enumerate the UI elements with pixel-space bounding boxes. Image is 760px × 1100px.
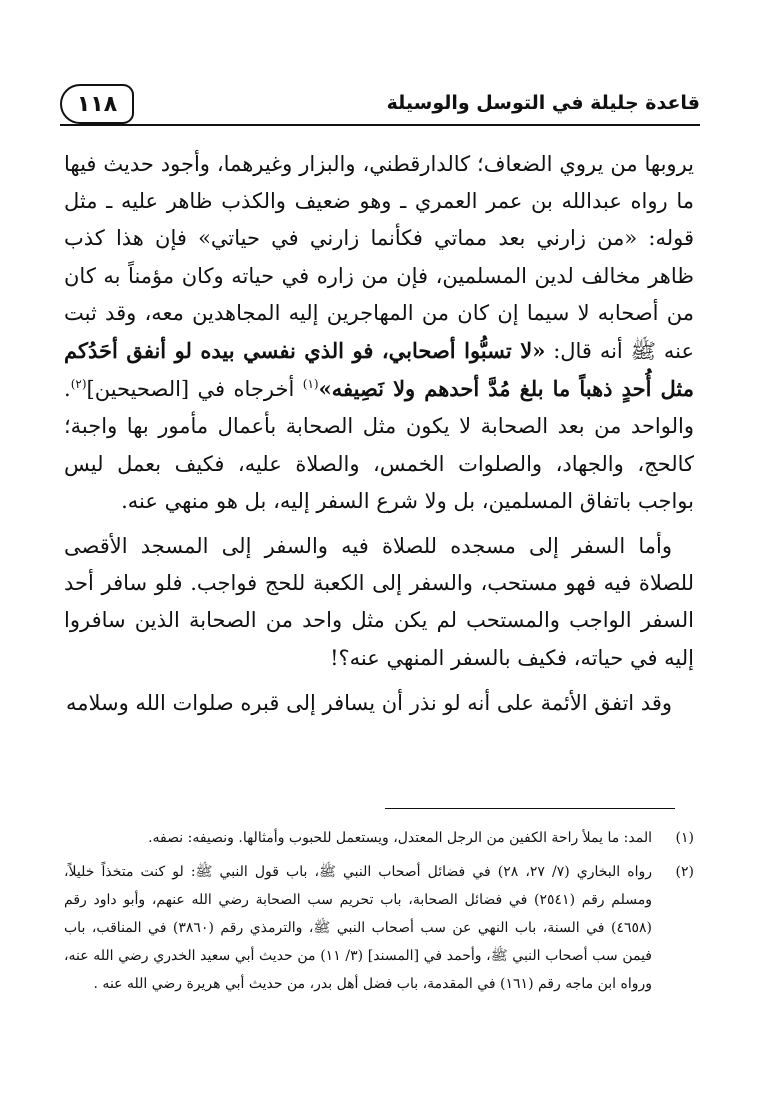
running-title: قاعدة جليلة في التوسل والوسيلة: [386, 92, 700, 114]
footnote-ref-1[interactable]: (١): [302, 377, 319, 392]
paragraph-1-text-a: يروبها من يروي الضعاف؛ كالدارقطني، والبزار وغيرهما، وأجود حديث فيها ما رواه عبدالله بن عمر العمري ـ وهو ضعيف والكذب ظاهر عليه ـ مثل قوله: «من زارني بعد مماتي فكأنما زارني في حياتي» فإن هذا كذب ظاهر مخالف لدين المسلمين، فإن من زاره في حياته وكان مؤمناً به كان من أصحابه لا سيما إن كان من المهاجرين إليه المجاهدين معه، وقد ثبت عنه ﷺ أنه قال:: [64, 152, 694, 364]
footnote-separator: [385, 808, 675, 809]
footnote-2: [64, 858, 694, 998]
paragraph-1: [64, 146, 694, 520]
footnote-ref-2[interactable]: (٢): [70, 377, 87, 392]
footnotes: [64, 824, 694, 1004]
header-rule: [60, 124, 700, 126]
hadith-quote: «لا تسبُّوا أصحابي، فو الذي نفسي بيده لو أنفق أحَدُكم مثل أُحدٍ ذهباً ما بلغ مُدَّ أحدهم ولا نَصِيفه»: [64, 338, 694, 402]
paragraph-1-text-c: . والواحد من بعد الصحابة لا يكون مثل الصحابة بأعمال مأمور بها واجبة؛ كالحج، والجهاد، والصلوات الخمس، والصلاة عليه، فكيف بعمل ليس بواجب باتفاق المسلمين، بل ولا شرع السفر إليه، بل هو منهي عنه.: [64, 377, 694, 513]
footnote-text: رواه البخاري (٧/ ٢٧، ٢٨) في فضائل أصحاب النبي ﷺ، باب قول النبي ﷺ: لو كنت متخذاً خليلاً، ومسلم رقم (٢٥٤١) في فضائل الصحابة، باب تحريم سب الصحابة رضي الله عنهم، وأبو داود رقم (٤٦٥٨) في السنة، باب النهي عن سب أصحاب النبي ﷺ، والترمذي رقم (٣٨٦٠) في المناقب، باب فيمن سب أصحاب النبي ﷺ، وأحمد في [المسند] (٣/ ١١) من حديث أبي سعيد الخدري رضي الله عنه، ورواه ابن ماجه رقم (١٦١) في المقدمة، باب فضل أهل بدر، من حديث أبي هريرة رضي الله عنه .: [64, 864, 652, 992]
footnote-number: (١): [675, 830, 694, 846]
paragraph-2: وأما السفر إلى مسجده للصلاة فيه والسفر إلى المسجد الأقصى للصلاة فيه فهو مستحب، والسفر إلى الكعبة للحج فواجب. فلو سافر أحد السفر الواجب والمستحب لم يكن مثل واحد من الصحابة الذين سافروا إليه في حياته، فكيف بالسفر المنهي عنه؟!: [64, 534, 694, 670]
paragraph-3: وقد اتفق الأئمة على أنه لو نذر أن يسافر إلى قبره صلوات الله وسلامه: [65, 690, 672, 715]
footnote-1: [64, 824, 694, 852]
page-header: [60, 78, 700, 130]
main-text: [64, 146, 694, 722]
paragraph-1-text-b: أخرجاه في [الصحيحين]: [86, 377, 303, 402]
footnote-number: (٢): [675, 864, 694, 880]
page-number: ١١٨: [60, 84, 134, 124]
footnote-text: المد: ما يملأ راحة الكفين من الرجل المعتدل، ويستعمل للحبوب وأمثالها. ونصيفه: نصفه.: [148, 830, 652, 846]
